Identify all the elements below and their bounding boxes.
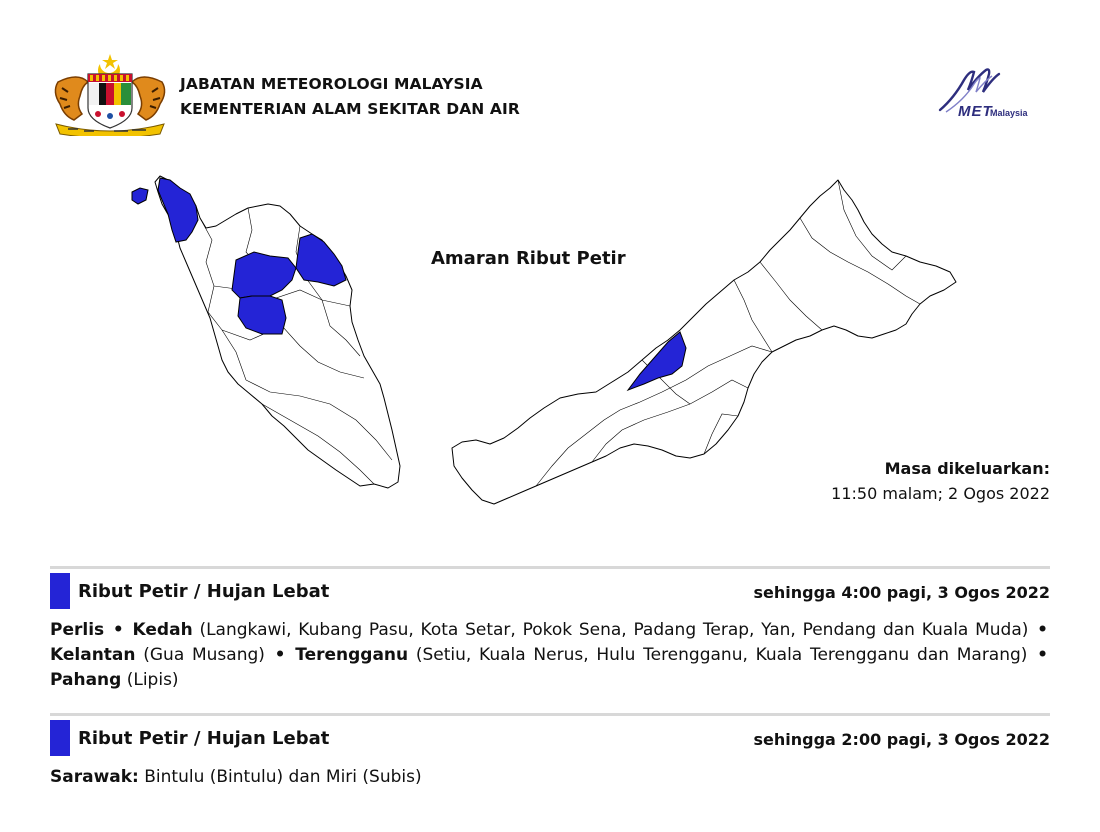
- warning-valid-until: sehingga 2:00 pagi, 3 Ogos 2022: [753, 730, 1050, 749]
- warning-color-marker: [50, 720, 70, 756]
- map-title: Amaran Ribut Petir: [431, 248, 626, 269]
- warning-valid-until: sehingga 4:00 pagi, 3 Ogos 2022: [753, 583, 1050, 602]
- warning-color-marker: [50, 573, 70, 609]
- separator: •: [112, 620, 124, 640]
- warning-areas: [50, 765, 1050, 790]
- logo-country-text: Malaysia: [990, 108, 1028, 118]
- warning-header: [50, 718, 1050, 756]
- state-name: Kelantan: [50, 645, 136, 665]
- warning-header: [50, 571, 1050, 609]
- district-list: Bintulu (Bintulu) dan Miri (Subis): [144, 767, 422, 787]
- state-name: Kedah: [132, 620, 193, 640]
- warning-area-terengganu: [296, 234, 346, 286]
- divider: [50, 713, 1050, 716]
- issued-time: [831, 456, 1050, 506]
- warning-section-2: [50, 713, 1050, 790]
- agency-line-1: JABATAN METEOROLOGI MALAYSIA: [180, 75, 483, 93]
- district-list: (Gua Musang): [143, 645, 265, 665]
- separator: •: [1037, 645, 1049, 665]
- warning-area-langkawi: [132, 188, 148, 204]
- divider: [50, 566, 1050, 569]
- district-list: (Lipis): [126, 670, 179, 690]
- issued-value: 11:50 malam; 2 Ogos 2022: [831, 484, 1050, 503]
- issued-label: Masa dikeluarkan:: [884, 459, 1050, 478]
- state-name: Terengganu: [295, 645, 409, 665]
- state-name: Sarawak:: [50, 767, 139, 787]
- separator: •: [1037, 620, 1048, 640]
- agency-line-2: KEMENTERIAN ALAM SEKITAR DAN AIR: [180, 100, 520, 118]
- district-list: (Setiu, Kuala Nerus, Hulu Terengganu, Kuala Terengganu dan Marang): [415, 645, 1028, 665]
- warning-section-1: [50, 566, 1050, 693]
- separator: •: [274, 645, 286, 665]
- logo-met-text: MET: [958, 103, 993, 120]
- state-name: Pahang: [50, 670, 122, 690]
- state-name: Perlis: [50, 620, 105, 640]
- warning-areas: [50, 618, 1050, 693]
- warning-type: Ribut Petir / Hujan Lebat: [78, 728, 330, 749]
- warning-area-perlis-kedah: [158, 178, 198, 242]
- warning-type: Ribut Petir / Hujan Lebat: [78, 581, 330, 602]
- district-list: (Langkawi, Kubang Pasu, Kota Setar, Pokok Sena, Padang Terap, Yan, Pendang dan Kuala Muda): [199, 620, 1029, 640]
